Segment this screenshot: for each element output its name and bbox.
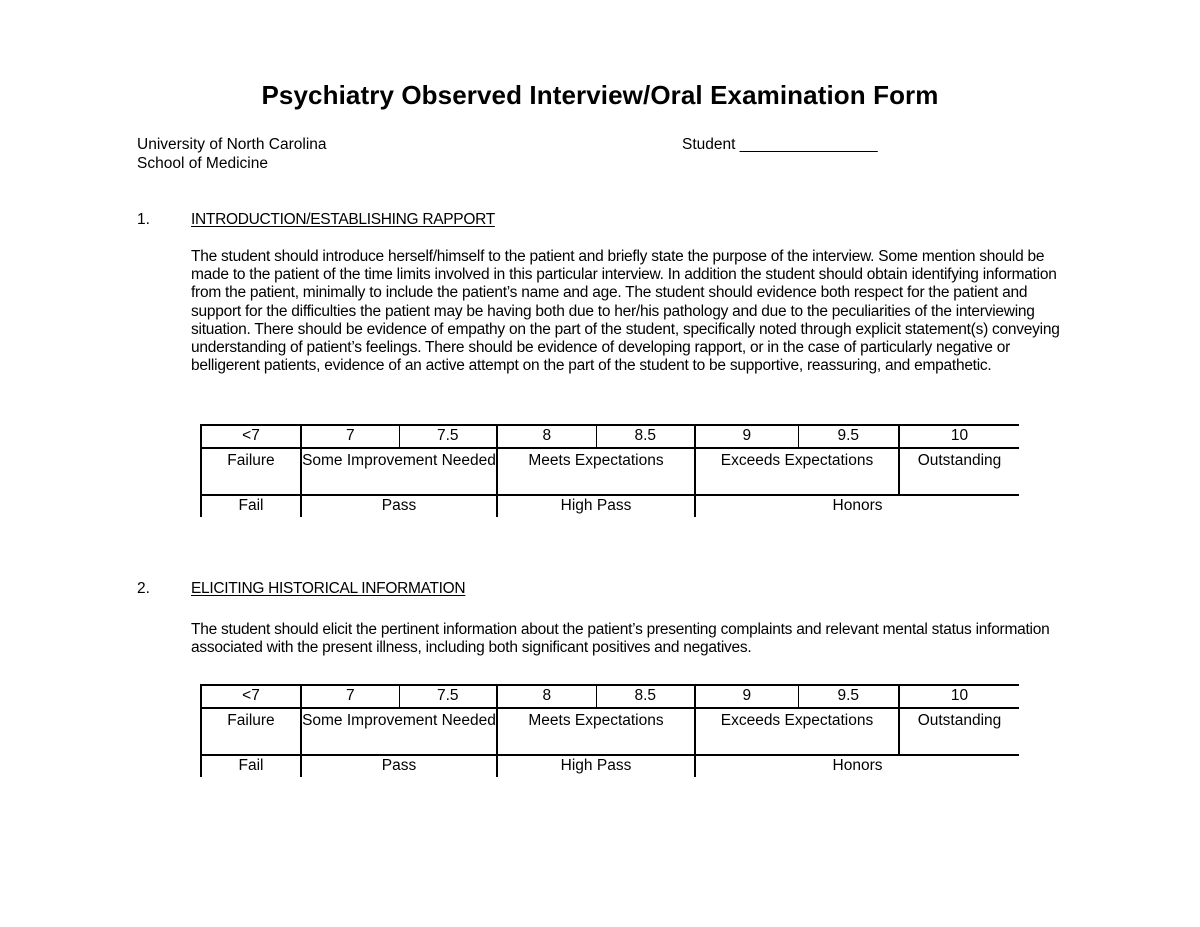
grade-cell: Fail bbox=[201, 495, 301, 517]
label-cell: Exceeds Expectations bbox=[695, 448, 899, 495]
institution-name: University of North Carolina bbox=[137, 136, 327, 153]
score-cell[interactable]: 7.5 bbox=[399, 425, 497, 448]
score-cell[interactable]: 8 bbox=[497, 685, 596, 708]
score-cell[interactable]: 9 bbox=[695, 425, 798, 448]
section-2-body: The student should elicit the pertinent information about the patient’s presenting complaints and relevant mental status information associated with the present illness, including both significant positives and negatives. bbox=[191, 621, 1050, 657]
grade-cell: High Pass bbox=[497, 495, 695, 517]
label-cell: Failure bbox=[201, 448, 301, 495]
section-1-body: The student should introduce herself/himself to the patient and briefly state the purpose of the interview. Some mention should be made to the patient of the time limits involved in this particular interview. In addition the student should obtain identifying information from the patient, minimally to include the patient’s name and age. The student should evidence both respect for the patient and support for the difficulties the patient may be having both due to her/his pathology and due to the peculiarities of the interviewing situation. There should be evidence of empathy on the part of the student, specifically noted through explicit statement(s) conveying understanding of patient’s feelings. There should be evidence of developing rapport, or in the case of particularly negative or belligerent patients, evidence of an active attempt on the part of the student to be supportive, reassuring, and empathetic. bbox=[191, 248, 1060, 375]
score-cell[interactable]: 10 bbox=[899, 685, 1019, 708]
grade-cell: Honors bbox=[695, 495, 1019, 517]
score-cell[interactable]: 10 bbox=[899, 425, 1019, 448]
section-2-number: 2. bbox=[137, 580, 150, 597]
score-cell[interactable]: 9.5 bbox=[798, 425, 899, 448]
score-cell[interactable]: 9 bbox=[695, 685, 798, 708]
section-1-number: 1. bbox=[137, 211, 150, 228]
grade-cell: Pass bbox=[301, 755, 497, 777]
page-title: Psychiatry Observed Interview/Oral Examination Form bbox=[261, 80, 939, 110]
grade-cell: Fail bbox=[201, 755, 301, 777]
score-cell[interactable]: <7 bbox=[201, 425, 301, 448]
label-cell: Failure bbox=[201, 708, 301, 755]
school-name: School of Medicine bbox=[137, 155, 268, 172]
label-cell: Outstanding bbox=[899, 708, 1019, 755]
institution-block bbox=[137, 135, 327, 173]
grade-cell: Honors bbox=[695, 755, 1019, 777]
label-cell: Some Improvement Needed bbox=[301, 708, 497, 755]
label-cell: Exceeds Expectations bbox=[695, 708, 899, 755]
score-cell[interactable]: 9.5 bbox=[798, 685, 899, 708]
rating-scale-1 bbox=[200, 424, 1019, 517]
score-cell[interactable]: 8.5 bbox=[596, 425, 695, 448]
rating-scale-2 bbox=[200, 684, 1019, 777]
label-cell: Meets Expectations bbox=[497, 708, 695, 755]
score-cell[interactable]: 7.5 bbox=[399, 685, 497, 708]
label-cell: Outstanding bbox=[899, 448, 1019, 495]
student-field[interactable]: Student ________________ bbox=[682, 136, 878, 153]
score-cell[interactable]: 7 bbox=[301, 425, 399, 448]
score-cell[interactable]: <7 bbox=[201, 685, 301, 708]
section-1-title: INTRODUCTION/ESTABLISHING RAPPORT bbox=[191, 211, 495, 228]
section-2-title: ELICITING HISTORICAL INFORMATION bbox=[191, 580, 466, 597]
label-cell: Some Improvement Needed bbox=[301, 448, 497, 495]
label-cell: Meets Expectations bbox=[497, 448, 695, 495]
grade-cell: Pass bbox=[301, 495, 497, 517]
score-cell[interactable]: 8 bbox=[497, 425, 596, 448]
score-cell[interactable]: 8.5 bbox=[596, 685, 695, 708]
grade-cell: High Pass bbox=[497, 755, 695, 777]
score-cell[interactable]: 7 bbox=[301, 685, 399, 708]
